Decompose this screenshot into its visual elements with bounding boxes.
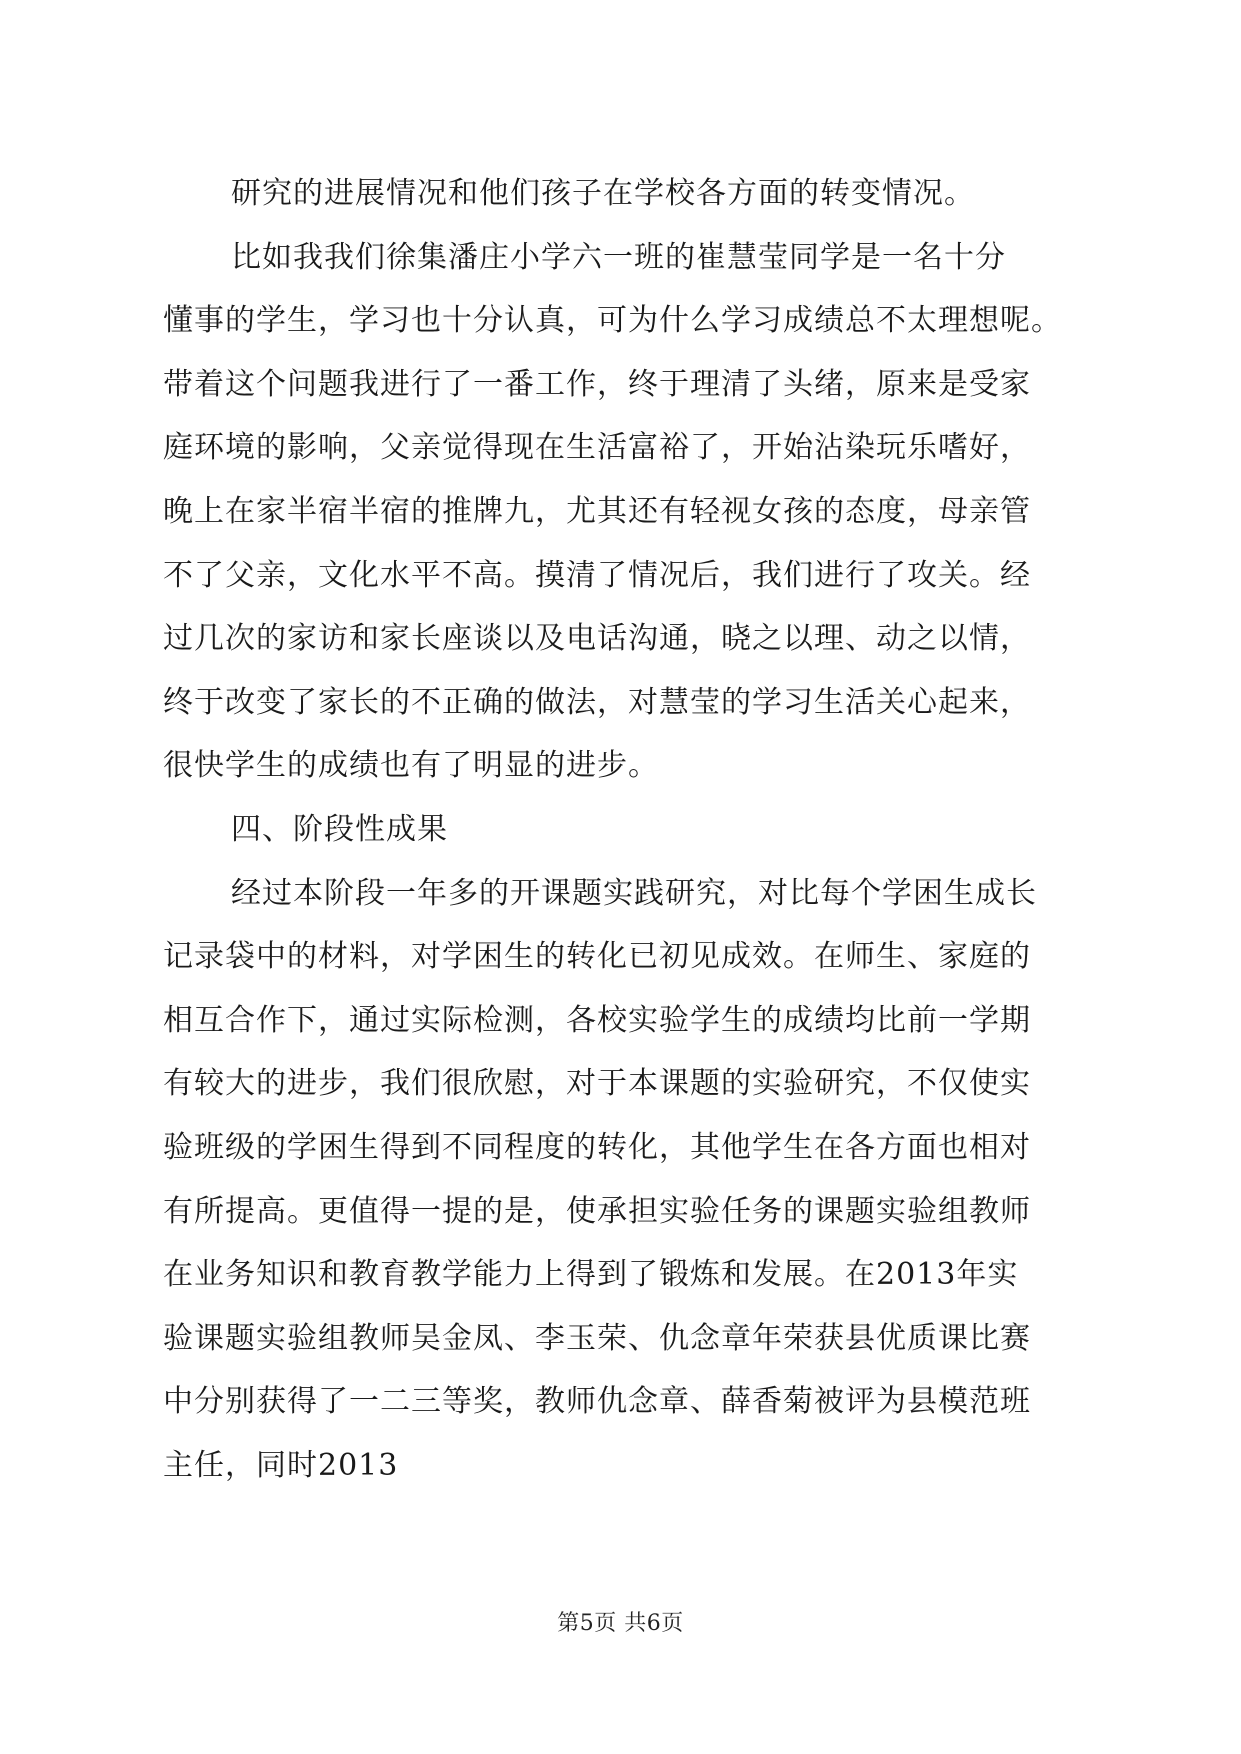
text-line: 终于改变了家长的不正确的做法，对慧莹的学习生活关心起来，: [163, 684, 1031, 720]
text-line: 研究的进展情况和他们孩子在学校各方面的转变情况。: [231, 176, 975, 211]
text-line: 相互合作下，通过实际检测，各校实验学生的成绩均比前一学期: [163, 1002, 1031, 1038]
text-line: 在业务知识和教育教学能力上得到了锻炼和发展。在2013年实: [163, 1257, 1019, 1293]
page-number-footer: 第5页 共6页: [557, 1611, 684, 1636]
text-line: 有较大的进步，我们很欣慰，对于本课题的实验研究，不仅使实: [163, 1066, 1031, 1102]
text-line: 懂事的学生，学习也十分认真，可为什么学习成绩总不太理想呢。: [163, 303, 1062, 339]
text-line: 中分别获得了一二三等奖，教师仇念章、薛香菊被评为县模范班: [163, 1384, 1031, 1420]
text-line: 验班级的学困生得到不同程度的转化，其他学生在各方面也相对: [163, 1129, 1031, 1165]
paragraph-start-line: 比如我我们徐集潘庄小学六一班的崔慧莹同学是一名十分: [231, 239, 1006, 275]
text-line: 晚上在家半宿半宿的推牌九，尤其还有轻视女孩的态度，母亲管: [163, 493, 1031, 529]
section-heading: 四、阶段性成果: [231, 811, 448, 847]
paragraph-start-line: 经过本阶段一年多的开课题实践研究，对比每个学困生成长: [231, 875, 1037, 911]
text-line: 过几次的家访和家长座谈以及电话沟通，晓之以理、动之以情，: [163, 621, 1031, 657]
text-line: 有所提高。更值得一提的是，使承担实验任务的课题实验组教师: [163, 1193, 1031, 1229]
text-line: 不了父亲，文化水平不高。摸清了情况后，我们进行了攻关。经: [163, 557, 1031, 593]
text-line: 记录袋中的材料，对学困生的转化已初见成效。在师生、家庭的: [163, 939, 1031, 975]
text-line: 带着这个问题我进行了一番工作，终于理清了头绪，原来是受家: [163, 366, 1031, 402]
text-line: 主任，同时2013: [163, 1447, 399, 1483]
text-line: 验课题实验组教师吴金凤、李玉荣、仇念章年荣获县优质课比赛: [163, 1320, 1031, 1356]
text-line: 庭环境的影响，父亲觉得现在生活富裕了，开始沾染玩乐嗜好，: [163, 430, 1031, 466]
text-line: 很快学生的成绩也有了明显的进步。: [163, 748, 659, 784]
body-text: [163, 162, 1083, 1497]
